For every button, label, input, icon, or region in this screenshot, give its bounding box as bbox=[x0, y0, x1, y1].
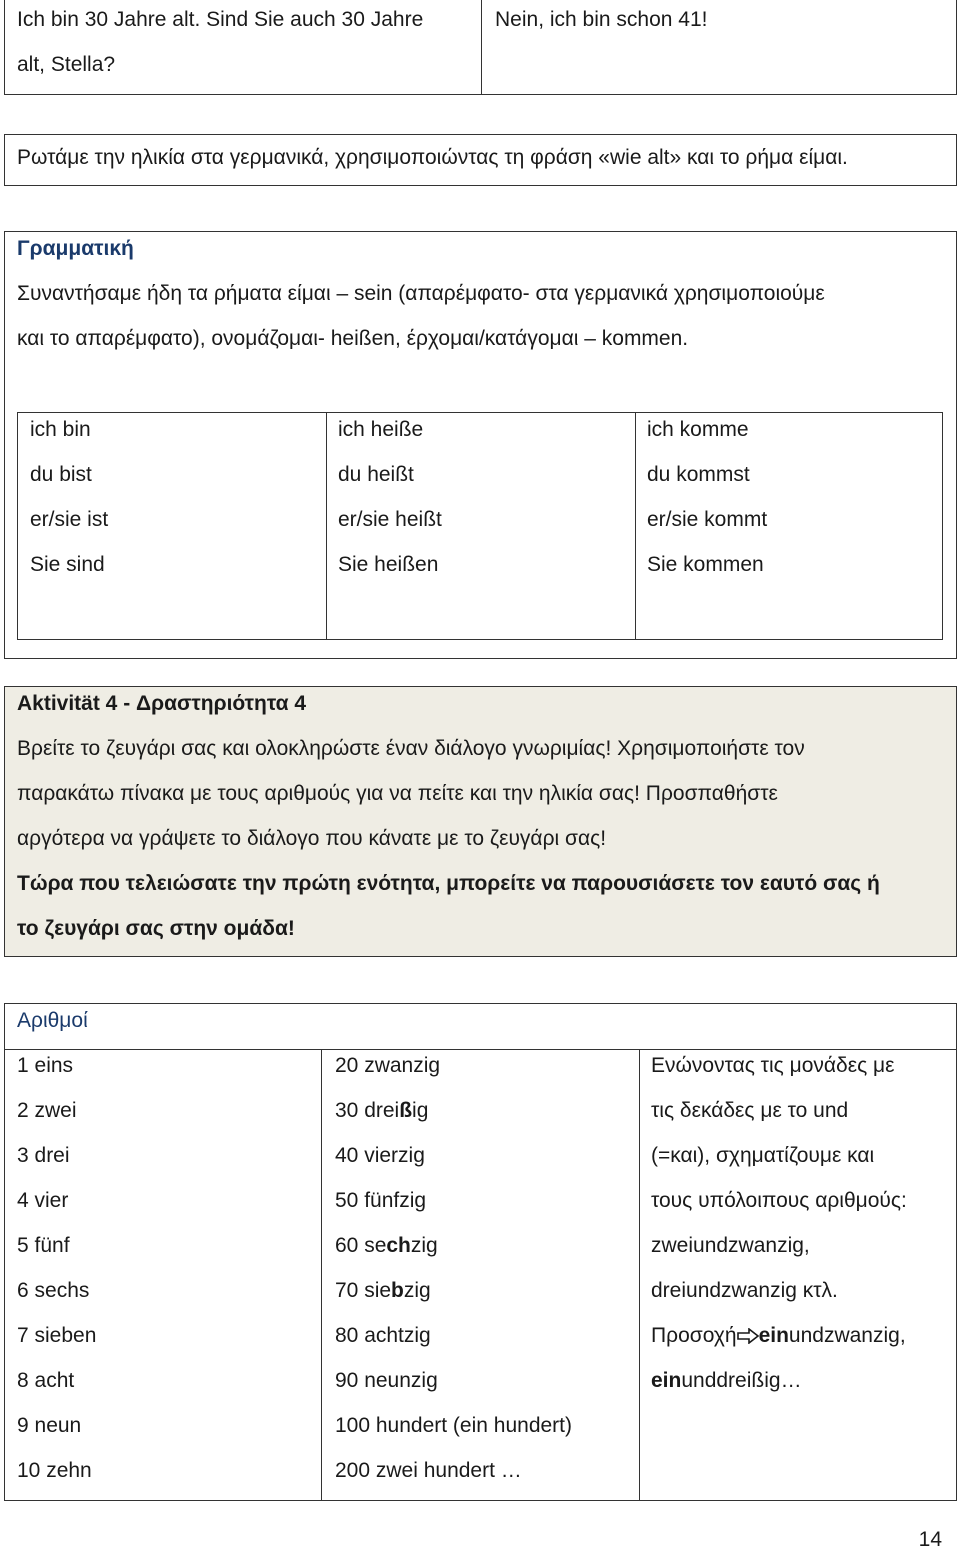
unit-item: 6 sechs bbox=[17, 1279, 90, 1302]
conjugation-col-heissen bbox=[328, 413, 636, 639]
dialogue-left-line2: alt, Stella? bbox=[17, 53, 116, 76]
conj-heissen-1: ich heiße bbox=[338, 418, 424, 441]
grammar-line2: και το απαρέμφατο), ονομάζομαι- heißen, έρχομαι/κατάγομαι – kommen. bbox=[17, 327, 689, 350]
unit-item: 2 zwei bbox=[17, 1099, 77, 1122]
conj-kommen-4: Sie kommen bbox=[647, 553, 764, 576]
activity-line3: αργότερα να γράψετε το διάλογο που κάνατε με το ζευγάρι σας! bbox=[17, 827, 607, 850]
conj-heissen-4: Sie heißen bbox=[338, 553, 439, 576]
explain-ein-line: einunddreißig… bbox=[651, 1369, 802, 1392]
unit-item: 4 vier bbox=[17, 1189, 69, 1212]
ten-item: 200 zwei hundert … bbox=[335, 1459, 522, 1482]
conj-sein-3: er/sie ist bbox=[30, 508, 109, 531]
activity-box bbox=[4, 686, 957, 957]
units-column bbox=[5, 1049, 321, 1500]
explain-line4: τους υπόλοιπους αριθμούς: bbox=[651, 1189, 907, 1212]
conj-heissen-3: er/sie heißt bbox=[338, 508, 442, 531]
activity-bold-line1: Τώρα που τελειώσατε την πρώτη ενότητα, μπορείτε να παρουσιάσετε τον εαυτό σας ή bbox=[17, 872, 880, 895]
numbers-divider-2 bbox=[639, 1049, 640, 1500]
conj-divider-1 bbox=[326, 413, 327, 639]
explain-line3: (=και), σχηματίζουμε και bbox=[651, 1144, 875, 1167]
tens-column bbox=[323, 1049, 639, 1500]
conj-kommen-3: er/sie kommt bbox=[647, 508, 768, 531]
conjugation-col-kommen bbox=[637, 413, 942, 639]
page-number: 14 bbox=[918, 1528, 942, 1551]
conj-sein-1: ich bin bbox=[30, 418, 91, 441]
conjugation-col-sein bbox=[18, 413, 326, 639]
activity-line2: παρακάτω πίνακα με τους αριθμούς για να πείτε και την ηλικία σας! Προσπαθήστε bbox=[17, 782, 778, 805]
numbers-divider-1 bbox=[321, 1049, 322, 1500]
unit-item: 5 fünf bbox=[17, 1234, 70, 1257]
explain-attention-line: Προσοχή einundzwanzig, bbox=[651, 1324, 906, 1347]
dialogue-right-line1: Nein, ich bin schon 41! bbox=[495, 8, 708, 31]
activity-line1: Βρείτε το ζευγάρι σας και ολοκληρώστε έναν διάλογο γνωριμίας! Χρησιμοποιήστε τον bbox=[17, 737, 805, 760]
conj-heissen-2: du heißt bbox=[338, 463, 414, 486]
unit-item: 7 sieben bbox=[17, 1324, 97, 1347]
numbers-title: Αριθμοί bbox=[17, 1009, 88, 1032]
unit-item: 8 acht bbox=[17, 1369, 75, 1392]
grammar-title: Γραμματική bbox=[17, 237, 134, 260]
ten-item: 40 vierzig bbox=[335, 1144, 425, 1167]
explain-line1: Ενώνοντας τις μονάδες με bbox=[651, 1054, 895, 1077]
conj-kommen-1: ich komme bbox=[647, 418, 749, 441]
explain-line5: zweiundzwanzig, bbox=[651, 1234, 810, 1257]
explain-line6: dreiundzwanzig κτλ. bbox=[651, 1279, 838, 1302]
unit-item: 10 zehn bbox=[17, 1459, 92, 1482]
unit-item: 9 neun bbox=[17, 1414, 82, 1437]
explain-column bbox=[641, 1049, 956, 1500]
dialogue-left-line1: Ich bin 30 Jahre alt. Sind Sie auch 30 Jahre bbox=[17, 8, 424, 31]
conj-sein-4: Sie sind bbox=[30, 553, 105, 576]
attention-label: Προσοχή bbox=[651, 1324, 737, 1347]
unit-item: 3 drei bbox=[17, 1144, 70, 1167]
dialogue-left-cell bbox=[5, 0, 481, 94]
age-note-text: Ρωτάμε την ηλικία στα γερμανικά, χρησιμοποιώντας τη φράση «wie alt» και το ρήμα είμαι. bbox=[17, 146, 848, 169]
explain-line2: τις δεκάδες με το und bbox=[651, 1099, 849, 1122]
dialogue-right-cell bbox=[483, 0, 956, 94]
numbers-body bbox=[5, 1049, 956, 1500]
unit-item: 1 eins bbox=[17, 1054, 74, 1077]
arrow-right-icon bbox=[737, 1328, 759, 1344]
ten-item: 100 hundert (ein hundert) bbox=[335, 1414, 572, 1437]
numbers-table bbox=[4, 1003, 957, 1501]
ten-item: 90 neunzig bbox=[335, 1369, 438, 1392]
age-note-box bbox=[4, 134, 957, 186]
conj-divider-2 bbox=[635, 413, 636, 639]
activity-title: Aktivität 4 - Δραστηριότητα 4 bbox=[17, 692, 307, 715]
grammar-line1: Συναντήσαμε ήδη τα ρήματα είμαι – sein (απαρέμφατο- στα γερμανικά χρησιμοποιούμε bbox=[17, 282, 825, 305]
ten-item: 80 achtzig bbox=[335, 1324, 431, 1347]
conj-sein-2: du bist bbox=[30, 463, 92, 486]
dialogue-divider bbox=[481, 0, 482, 94]
ten-item: 50 fünfzig bbox=[335, 1189, 427, 1212]
ten-item: 20 zwanzig bbox=[335, 1054, 441, 1077]
activity-bold-line2: το ζευγάρι σας στην ομάδα! bbox=[17, 917, 295, 940]
dialogue-box bbox=[4, 0, 957, 95]
grammar-box bbox=[4, 231, 957, 659]
ten-item: 70 siebzig bbox=[335, 1279, 431, 1302]
ten-item: 60 sechzig bbox=[335, 1234, 438, 1257]
ten-item: 30 dreißig bbox=[335, 1099, 429, 1122]
conjugation-table bbox=[17, 412, 943, 640]
conj-kommen-2: du kommst bbox=[647, 463, 750, 486]
